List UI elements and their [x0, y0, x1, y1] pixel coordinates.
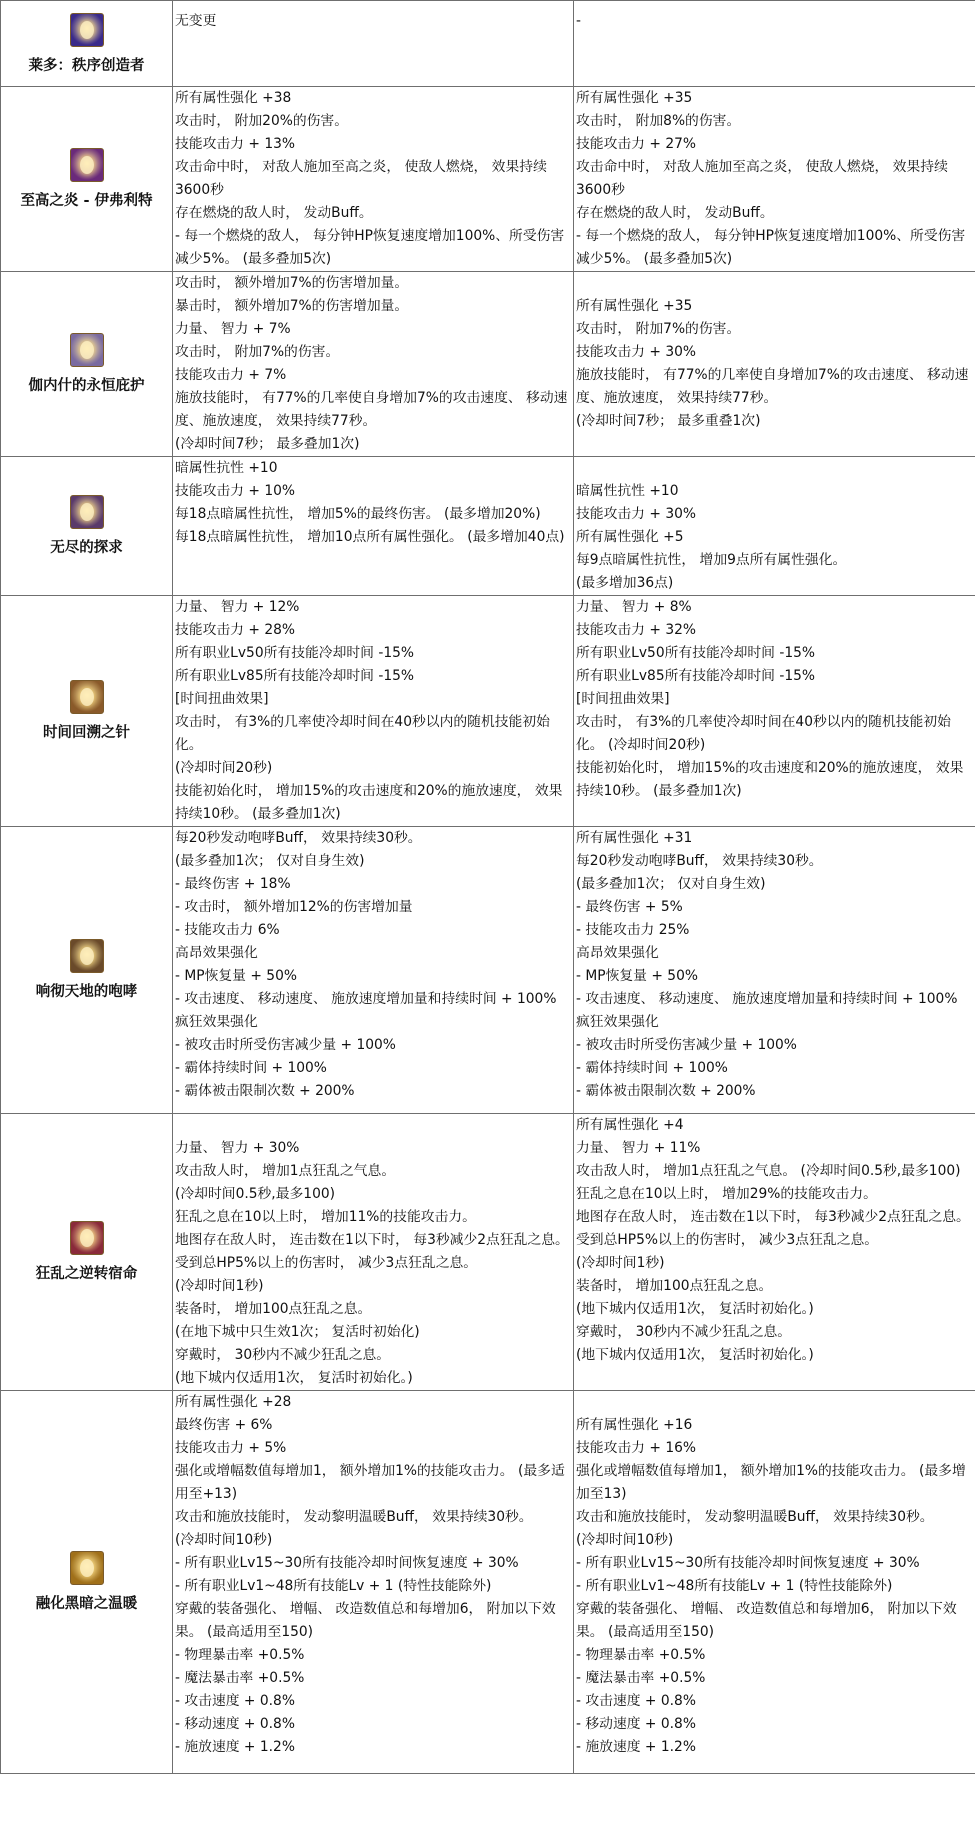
effect-line: - 攻击速度 + 0.8%: [175, 1693, 295, 1709]
effect-line: 攻击敌人时， 增加1点狂乱之气息。: [175, 1163, 396, 1179]
item-name-cell: [1, 272, 173, 457]
effect-line: 技能攻击力 + 30%: [576, 506, 696, 522]
effect-line: 最终伤害 + 6%: [175, 1417, 273, 1433]
item-name: 响彻天地的咆哮: [35, 984, 138, 1000]
effect-lines: [173, 1114, 573, 1390]
effect-line: 力量、 智力 + 30%: [175, 1140, 300, 1156]
item-icon: [70, 495, 104, 529]
effect-line: (冷却时间20秒): [175, 760, 273, 776]
item-icon: [70, 939, 104, 973]
effect-line: 穿戴的装备强化、 增幅、 改造数值总和每增加6， 附加以下效果。 (最高适用至150): [175, 1601, 556, 1640]
table-row: [1, 87, 975, 272]
effect-line: [576, 457, 974, 480]
effect-line: 所有属性强化 +31: [576, 830, 693, 846]
effect-line: 所有属性强化 +5: [576, 529, 684, 545]
effect-line: - 技能攻击力 6%: [175, 922, 280, 938]
new-effect-cell: [574, 1114, 975, 1391]
effect-line: - 攻击速度 + 0.8%: [576, 1693, 696, 1709]
effect-line: 所有属性强化 +28: [175, 1394, 292, 1410]
old-effect-cell: [173, 272, 574, 457]
effect-lines: [574, 457, 975, 595]
effect-line: 暗属性抗性 +10: [175, 460, 278, 476]
effect-line: 所有职业Lv85所有技能冷却时间 -15%: [576, 668, 815, 684]
old-effect-cell: [173, 827, 574, 1114]
effect-line: - 施放速度 + 1.2%: [576, 1739, 696, 1755]
effect-lines: [173, 827, 573, 1103]
old-effect-cell: [173, 1, 574, 87]
effect-line: 每18点暗属性抗性， 增加5%的最终伤害。 (最多增加20%): [175, 506, 541, 522]
old-effect-cell: [173, 596, 574, 827]
effect-line: (冷却时间7秒； 最多叠加1次): [175, 436, 360, 452]
effect-line: (地下城内仅适用1次， 复活时初始化。): [576, 1347, 814, 1363]
effect-line: 穿戴时， 30秒内不减少狂乱之息。: [576, 1324, 792, 1340]
old-effect-cell: [173, 1114, 574, 1391]
effect-line: 力量、 智力 + 8%: [576, 599, 692, 615]
table-row: [1, 457, 975, 596]
item-name-cell: [1, 1114, 173, 1391]
effect-line: [576, 272, 974, 295]
effect-line: 攻击命中时， 对敌人施加至高之炎， 使敌人燃烧， 效果持续3600秒: [576, 159, 948, 198]
item-name: 伽内什的永恒庇护: [28, 378, 145, 394]
effect-lines: [574, 1114, 975, 1367]
effect-line: (冷却时间1秒): [175, 1278, 264, 1294]
effect-line: 所有属性强化 +35: [576, 90, 693, 106]
table-row: [1, 1, 975, 87]
effect-line: - MP恢复量 + 50%: [576, 968, 698, 984]
effect-line: 技能攻击力 + 28%: [175, 622, 295, 638]
effect-line: 每9点暗属性抗性， 增加9点所有属性强化。: [576, 552, 847, 568]
effect-line: 存在燃烧的敌人时， 发动Buff。: [175, 205, 373, 221]
item-name: 时间回溯之针: [43, 725, 130, 741]
new-effect-cell: [574, 272, 975, 457]
item-name-cell: [1, 827, 173, 1114]
effect-line: - 攻击速度、 移动速度、 施放速度增加量和持续时间 + 100%: [175, 991, 557, 1007]
effect-line: (冷却时间1秒): [576, 1255, 665, 1271]
effect-line: 施放技能时， 有77%的几率使自身增加7%的攻击速度、 移动速度、施放速度， 效果持续77秒。: [576, 367, 969, 406]
effect-line: - 魔法暴击率 +0.5%: [175, 1670, 305, 1686]
effect-line: 所有属性强化 +16: [576, 1417, 693, 1433]
table-row: [1, 596, 975, 827]
effect-line: 力量、 智力 + 7%: [175, 321, 291, 337]
item-name: 融化黑暗之温暖: [35, 1596, 138, 1612]
effect-line: 每20秒发动咆哮Buff， 效果持续30秒。: [175, 830, 422, 846]
effect-line: 所有职业Lv50所有技能冷却时间 -15%: [175, 645, 414, 661]
effect-line: 技能攻击力 + 32%: [576, 622, 696, 638]
effect-line: - 最终伤害 + 5%: [576, 899, 683, 915]
old-effect-cell: [173, 457, 574, 596]
item-name: 莱多：秩序创造者: [28, 57, 145, 74]
effect-line: 力量、 智力 + 12%: [175, 599, 300, 615]
item-icon: [70, 680, 104, 714]
effect-line: 技能攻击力 + 27%: [576, 136, 696, 152]
effect-line: 力量、 智力 + 11%: [576, 1140, 701, 1156]
effect-line: - 被攻击时所受伤害减少量 + 100%: [576, 1037, 797, 1053]
effect-lines: [574, 596, 975, 803]
effect-line: (最多增加36点): [576, 575, 674, 591]
new-effect-cell: [574, 596, 975, 827]
effect-line: 技能攻击力 + 5%: [175, 1440, 287, 1456]
effect-line: (地下城内仅适用1次， 复活时初始化。): [576, 1301, 814, 1317]
effect-line: 穿戴时， 30秒内不减少狂乱之息。: [175, 1347, 391, 1363]
effect-line: [175, 1114, 571, 1137]
effect-line: - 所有职业Lv15~30所有技能冷却时间恢复速度 + 30%: [576, 1555, 920, 1571]
effect-line: 疯狂效果强化: [576, 1014, 659, 1030]
effect-line: 攻击敌人时， 增加1点狂乱之气息。 (冷却时间0.5秒,最多100): [576, 1163, 961, 1179]
effect-line: - 最终伤害 + 18%: [175, 876, 291, 892]
effect-line: 地图存在敌人时， 连击数在1以下时， 每3秒减少2点狂乱之息。: [576, 1209, 970, 1225]
effect-line: 装备时， 增加100点狂乱之息。: [175, 1301, 372, 1317]
old-effect-cell: [173, 1391, 574, 1774]
item-name-cell: [1, 457, 173, 596]
effect-line: - 物理暴击率 +0.5%: [175, 1647, 305, 1663]
effect-line: 装备时， 增加100点狂乱之息。: [576, 1278, 773, 1294]
effect-lines: [574, 87, 975, 271]
effect-line: 所有属性强化 +4: [576, 1117, 684, 1133]
effect-line: 所有属性强化 +38: [175, 90, 292, 106]
effect-line: - 移动速度 + 0.8%: [576, 1716, 696, 1732]
effect-line: (最多叠加1次； 仅对自身生效): [175, 853, 365, 869]
table-row: [1, 1391, 975, 1774]
new-effect-cell: [574, 457, 975, 596]
effect-line: - 攻击速度、 移动速度、 施放速度增加量和持续时间 + 100%: [576, 991, 958, 1007]
item-name-cell: [1, 1391, 173, 1774]
effect-line: 所有职业Lv85所有技能冷却时间 -15%: [175, 668, 414, 684]
old-effect-cell: [173, 87, 574, 272]
table-row: [1, 1114, 975, 1391]
item-name: 至高之炎 - 伊弗利特: [20, 193, 153, 209]
effect-line: - 移动速度 + 0.8%: [175, 1716, 295, 1732]
item-icon: [70, 148, 104, 182]
effect-line: 强化或增幅数值每增加1， 额外增加1%的技能攻击力。 (最多适用至+13): [175, 1463, 565, 1502]
effect-line: 攻击时， 额外增加7%的伤害增加量。: [175, 275, 409, 291]
effect-line: 攻击命中时， 对敌人施加至高之炎， 使敌人燃烧， 效果持续3600秒: [175, 159, 547, 198]
effect-line: 所有属性强化 +35: [576, 298, 693, 314]
effect-line: - 霸体被击限制次数 + 200%: [576, 1083, 756, 1099]
effect-line: 攻击和施放技能时， 发动黎明温暖Buff， 效果持续30秒。: [175, 1509, 533, 1525]
effect-line: 攻击时， 附加7%的伤害。: [576, 321, 741, 337]
effect-line: 技能初始化时， 增加15%的攻击速度和20%的施放速度， 效果持续10秒。 (最多叠加1次): [576, 760, 964, 799]
item-icon: [70, 333, 104, 367]
new-effect-cell: [574, 87, 975, 272]
new-effect-cell: [574, 827, 975, 1114]
effect-line: (地下城内仅适用1次， 复活时初始化。): [175, 1370, 413, 1386]
effect-line: (在地下城中只生效1次； 复活时初始化): [175, 1324, 420, 1340]
table-body: [1, 1, 975, 1774]
effect-line: (冷却时间0.5秒,最多100): [175, 1186, 336, 1202]
effect-line: (冷却时间10秒): [576, 1532, 674, 1548]
effect-lines: [574, 272, 975, 433]
item-icon: [70, 13, 104, 47]
effect-line: - 攻击时， 额外增加12%的伤害增加量: [175, 899, 413, 915]
effect-line: 高昂效果强化: [175, 945, 258, 961]
effect-line: 地图存在敌人时， 连击数在1以下时， 每3秒减少2点狂乱之息。: [175, 1232, 569, 1248]
effect-line: [576, 1391, 974, 1414]
effect-line: [时间扭曲效果]: [175, 691, 269, 707]
effect-line: 存在燃烧的敌人时， 发动Buff。: [576, 205, 774, 221]
effect-line: 攻击时， 有3%的几率使冷却时间在40秒以内的随机技能初始化。: [175, 714, 550, 753]
effect-line: 施放技能时， 有77%的几率使自身增加7%的攻击速度、 移动速度、施放速度， 效果持续77秒。: [175, 390, 568, 429]
effect-line: 技能初始化时， 增加15%的攻击速度和20%的施放速度， 效果持续10秒。 (最多叠加1次): [175, 783, 563, 822]
effect-line: 每18点暗属性抗性， 增加10点所有属性强化。 (最多增加40点): [175, 529, 565, 545]
effect-line: - 技能攻击力 25%: [576, 922, 690, 938]
effect-line: 攻击时， 附加8%的伤害。: [576, 113, 741, 129]
effect-line: (冷却时间7秒； 最多重叠1次): [576, 413, 761, 429]
effect-line: [时间扭曲效果]: [576, 691, 670, 707]
effect-line: - 霸体被击限制次数 + 200%: [175, 1083, 355, 1099]
effect-line: 攻击时， 有3%的几率使冷却时间在40秒以内的随机技能初始化。 (冷却时间20秒): [576, 714, 951, 753]
item-icon: [70, 1221, 104, 1255]
effect-line: 暗属性抗性 +10: [576, 483, 679, 499]
item-name-cell: [1, 87, 173, 272]
effect-line: - 所有职业Lv15~30所有技能冷却时间恢复速度 + 30%: [175, 1555, 519, 1571]
effect-line: (冷却时间10秒): [175, 1532, 273, 1548]
effect-lines: [173, 272, 573, 456]
effect-line: - 所有职业Lv1~48所有技能Lv + 1 (特性技能除外): [175, 1578, 492, 1594]
effect-line: 攻击时， 附加20%的伤害。: [175, 113, 349, 129]
item-name: 狂乱之逆转宿命: [35, 1266, 138, 1282]
item-name-cell: [1, 1, 173, 87]
effect-line: - 魔法暴击率 +0.5%: [576, 1670, 706, 1686]
table-row: [1, 827, 975, 1114]
effect-line: 攻击时， 附加7%的伤害。: [175, 344, 340, 360]
effect-line: - 霸体持续时间 + 100%: [576, 1060, 728, 1076]
effect-line: 疯狂效果强化: [175, 1014, 258, 1030]
effect-line: 每20秒发动咆哮Buff， 效果持续30秒。: [576, 853, 823, 869]
table-row: [1, 272, 975, 457]
effect-line: 技能攻击力 + 30%: [576, 344, 696, 360]
effect-lines: [574, 827, 975, 1103]
new-effect-cell: [574, 1, 975, 87]
effect-line: - 霸体持续时间 + 100%: [175, 1060, 327, 1076]
effect-line: 技能攻击力 + 7%: [175, 367, 287, 383]
effect-line: - 每一个燃烧的敌人， 每分钟HP恢复速度增加100%、所受伤害减少5%。 (最多叠加5次): [175, 228, 565, 267]
item-icon: [70, 1551, 104, 1585]
effect-lines: [173, 1391, 573, 1759]
effect-line: 受到总HP5%以上的伤害时， 减少3点狂乱之息。: [576, 1232, 879, 1248]
effect-line: 高昂效果强化: [576, 945, 659, 961]
effect-line: 攻击和施放技能时， 发动黎明温暖Buff， 效果持续30秒。: [576, 1509, 934, 1525]
effect-line: 技能攻击力 + 16%: [576, 1440, 696, 1456]
effect-lines: [574, 1391, 975, 1759]
effect-line: - MP恢复量 + 50%: [175, 968, 297, 984]
item-name: 无尽的探求: [50, 540, 123, 556]
item-name-cell: [1, 596, 173, 827]
effect-lines: [173, 596, 573, 826]
effect-text: 无变更: [175, 13, 217, 29]
effect-line: - 施放速度 + 1.2%: [175, 1739, 295, 1755]
effect-line: 所有职业Lv50所有技能冷却时间 -15%: [576, 645, 815, 661]
effect-line: - 物理暴击率 +0.5%: [576, 1647, 706, 1663]
effect-lines: [173, 457, 573, 549]
effect-line: - 每一个燃烧的敌人， 每分钟HP恢复速度增加100%、所受伤害减少5%。 (最多叠加5次): [576, 228, 966, 267]
effect-line: 狂乱之息在10以上时， 增加11%的技能攻击力。: [175, 1209, 476, 1225]
effect-line: 技能攻击力 + 13%: [175, 136, 295, 152]
effect-line: 技能攻击力 + 10%: [175, 483, 295, 499]
effect-line: 强化或增幅数值每增加1， 额外增加1%的技能攻击力。 (最多增加至13): [576, 1463, 966, 1502]
effect-line: 狂乱之息在10以上时， 增加29%的技能攻击力。: [576, 1186, 877, 1202]
effect-line: 受到总HP5%以上的伤害时， 减少3点狂乱之息。: [175, 1255, 478, 1271]
effect-lines: [173, 87, 573, 271]
effect-line: (最多叠加1次； 仅对自身生效): [576, 876, 766, 892]
effect-line: - 所有职业Lv1~48所有技能Lv + 1 (特性技能除外): [576, 1578, 893, 1594]
effect-line: 暴击时， 额外增加7%的伤害增加量。: [175, 298, 409, 314]
new-effect-cell: [574, 1391, 975, 1774]
effect-text: -: [576, 13, 581, 29]
effect-line: 穿戴的装备强化、 增幅、 改造数值总和每增加6， 附加以下效果。 (最高适用至150): [576, 1601, 957, 1640]
effect-line: - 被攻击时所受伤害减少量 + 100%: [175, 1037, 396, 1053]
